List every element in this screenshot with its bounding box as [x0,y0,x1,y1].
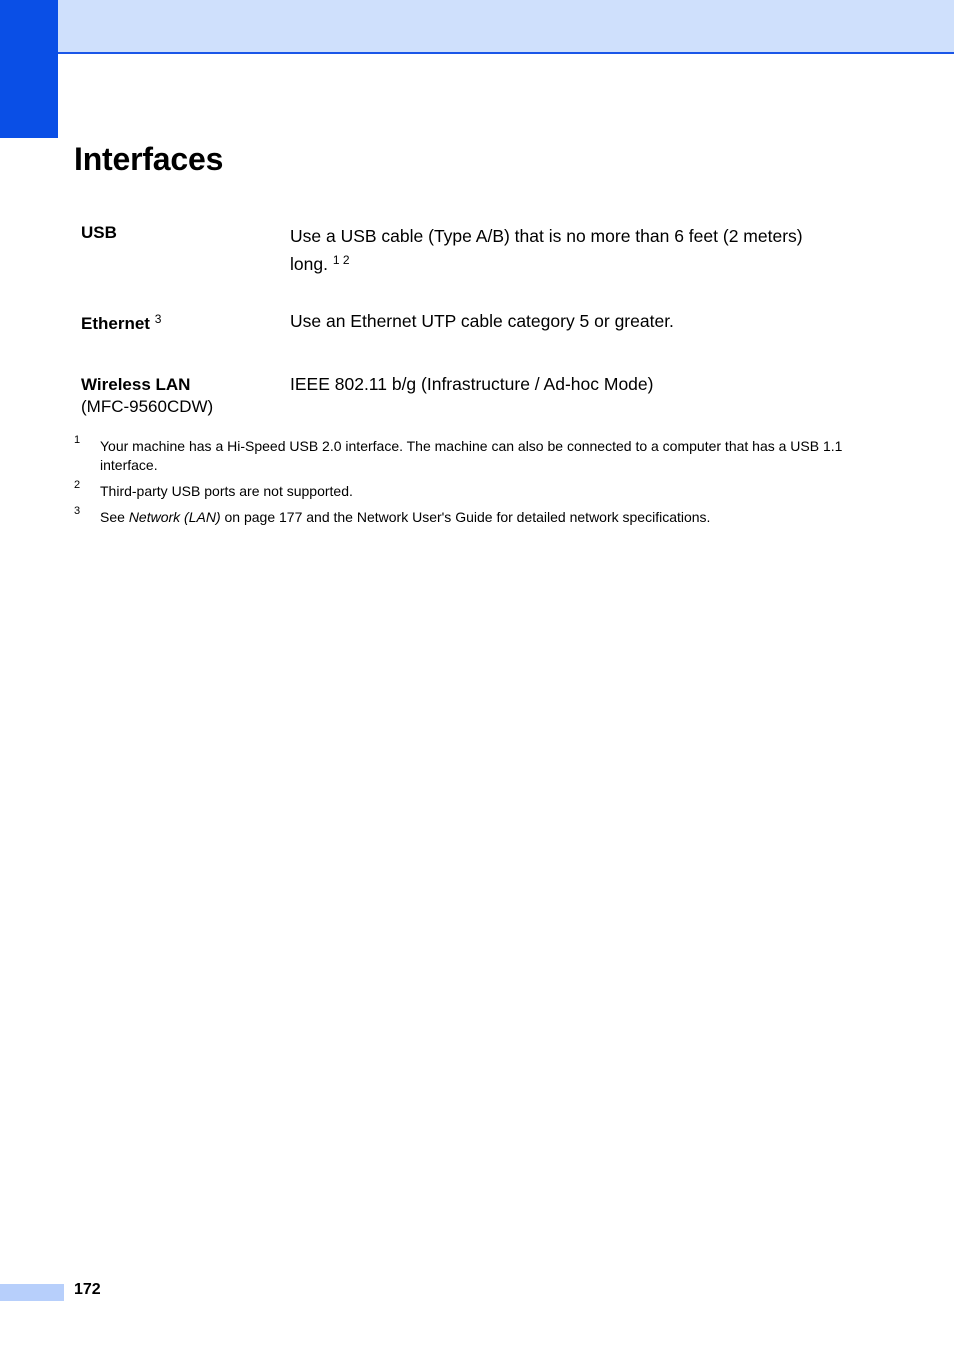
page-number: 172 [74,1281,101,1298]
footnote-1 [74,434,844,475]
footnote-3 [74,505,844,527]
footnote-text-pre: See [100,509,129,525]
footnote-number: 2 [74,479,81,491]
chapter-side-tab [0,0,58,138]
footnote-text [100,508,844,527]
spec-label [81,313,161,335]
footnote-text: Third-party USB ports are not supported. [100,483,353,499]
footnote-text-post: on page 177 and the Network User's Guide for detailed network specifications. [220,509,711,525]
spec-value [290,370,850,398]
footnote-text: Your machine has a Hi-Speed USB 2.0 interface. The machine can also be connected to a computer that has a USB 1.1 interface. [100,438,843,473]
footnote-reference[interactable]: 1 2 [332,253,350,267]
spec-label [81,222,117,244]
footnote-number: 3 [74,505,81,517]
spec-label [81,374,213,418]
spec-value-line1: Use a USB cable (Type A/B) that is no more than 6 feet (2 meters) [290,226,803,246]
spec-label-text: Ethernet [81,314,150,333]
page-title: Interfaces [74,141,224,177]
header-band [58,0,954,54]
page-number-tab [0,1284,64,1301]
spec-value-line2: long. [290,254,328,274]
footnote-2 [74,479,844,501]
spec-label-model: (MFC-9560CDW) [81,397,214,416]
spec-value-line1: Use an Ethernet UTP cable category 5 or greater. [290,311,674,331]
network-lan-link[interactable]: Network (LAN) [128,509,221,525]
spec-value [290,307,850,335]
spec-value-line1: IEEE 802.11 b/g (Infrastructure / Ad-hoc Mode) [290,374,654,394]
footnote-reference[interactable]: 3 [154,312,162,326]
spec-label-text: Wireless LAN [81,375,191,394]
footnote-number: 1 [74,434,81,446]
spec-value [290,222,850,278]
spec-label-text: USB [81,223,117,242]
